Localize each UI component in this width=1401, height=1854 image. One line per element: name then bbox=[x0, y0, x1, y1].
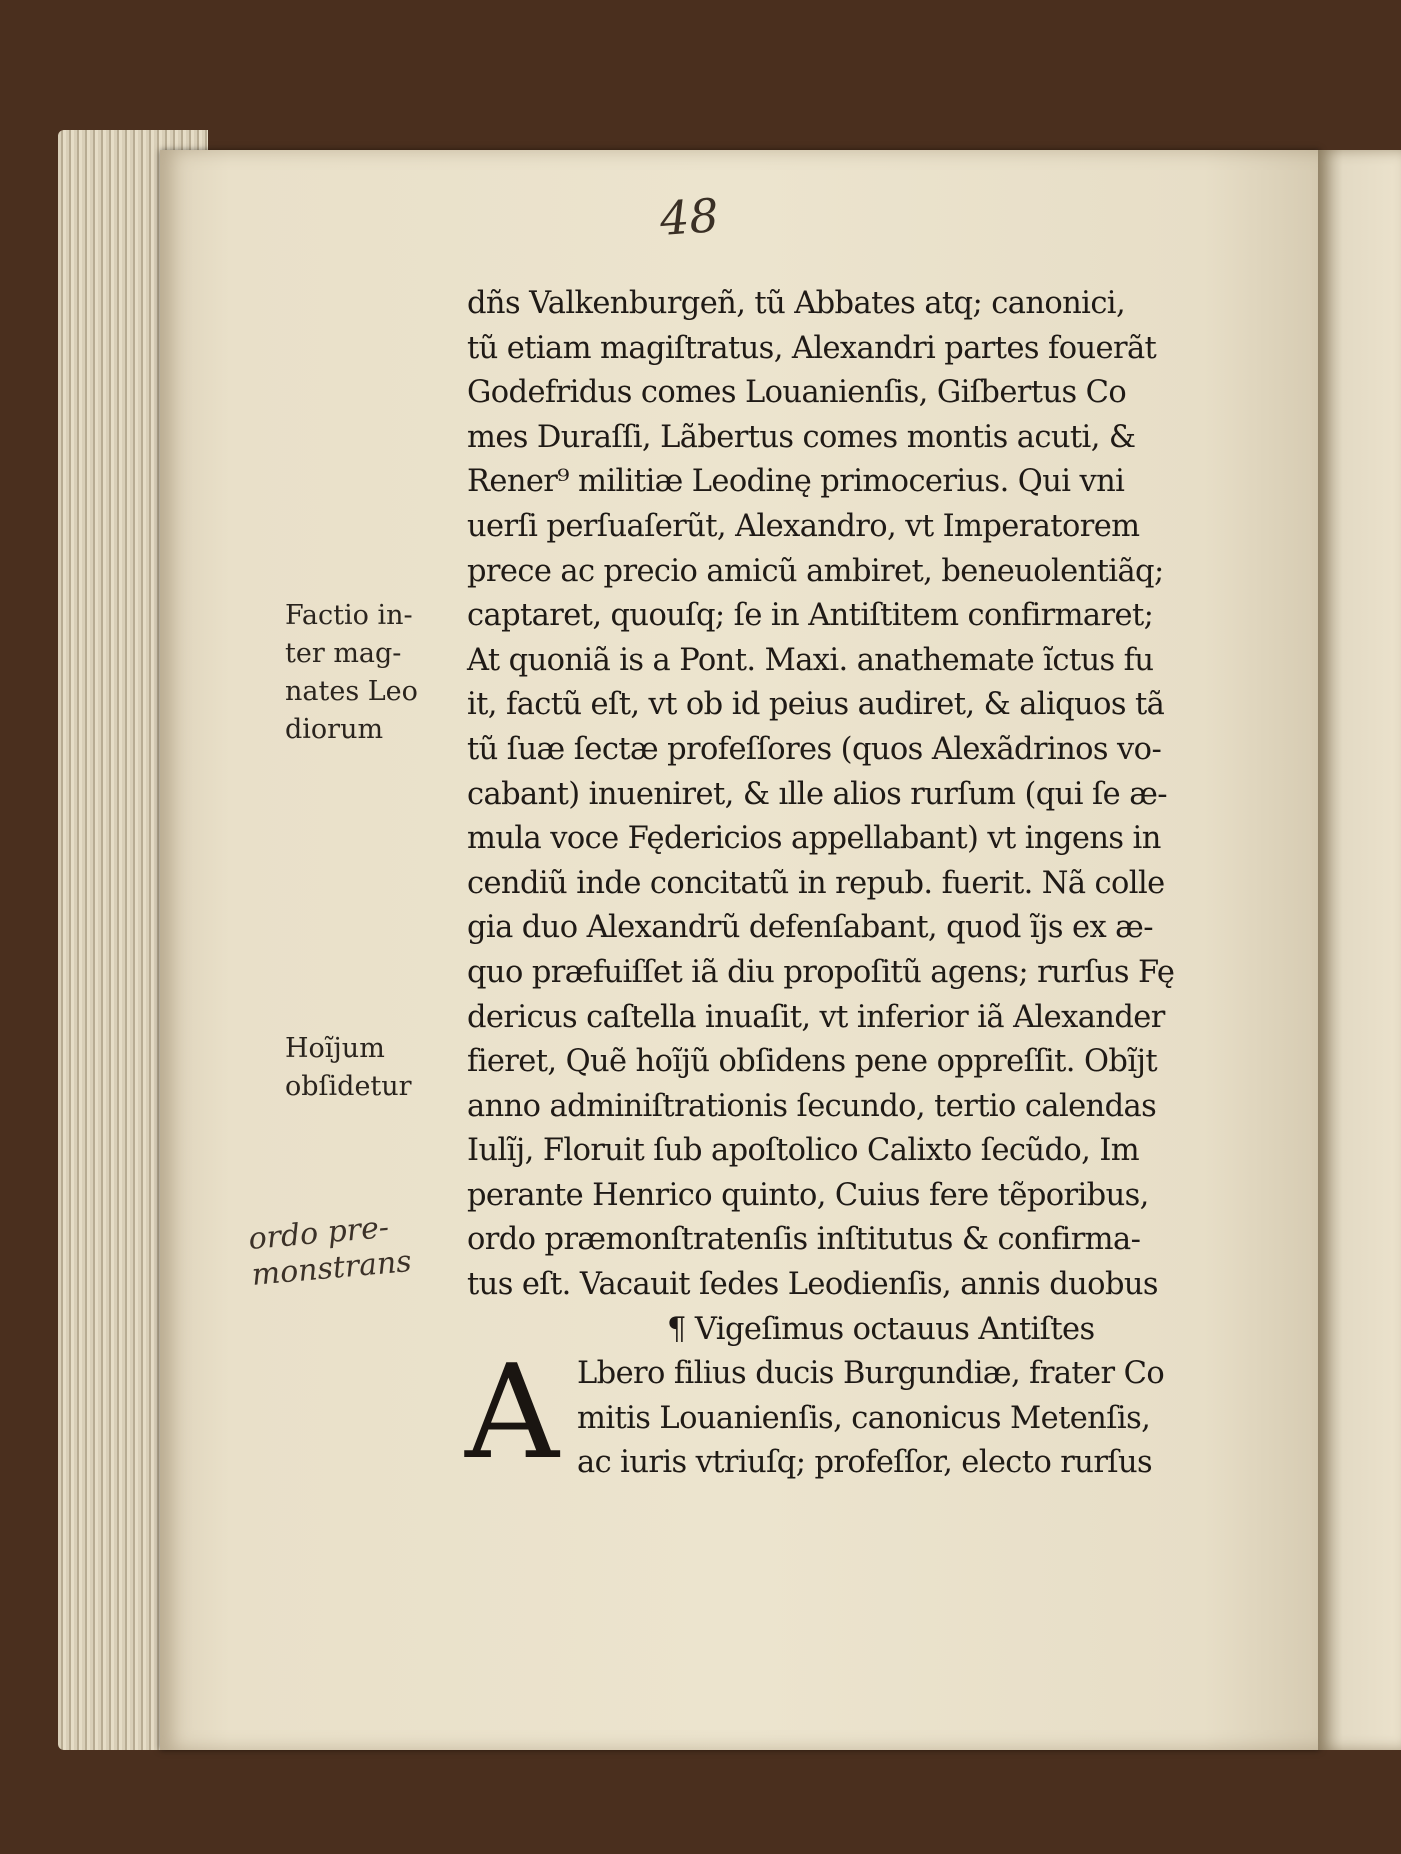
margin-note-factio bbox=[285, 597, 418, 749]
text-line: Godefridus comes Louanienſis, Giſbertus Co bbox=[467, 375, 1127, 411]
text-line: tus eſt. Vacauit ſedes Leodienſis, annis duobus bbox=[467, 1267, 1158, 1303]
facing-page-edge bbox=[1318, 150, 1401, 1750]
margin-note-line: nates Leo bbox=[285, 676, 418, 707]
text-line: mula voce Fędericios appellabant) vt ingens in bbox=[467, 821, 1161, 857]
text-line: cendiũ inde concitatũ in repub. fuerit. Nã colle bbox=[467, 865, 1165, 901]
text-line: ac iuris vtriuſq; profeſſor, electo rurſus bbox=[577, 1445, 1153, 1481]
handwriting-line: ordo pre- bbox=[247, 1209, 391, 1257]
drop-capital: A bbox=[465, 1336, 559, 1489]
text-line: prece ac precio amicũ ambiret, beneuolentiãq; bbox=[467, 553, 1164, 589]
text-line: perante Henrico quinto, Cuius fere tẽporibus, bbox=[467, 1177, 1149, 1213]
margin-note-line: diorum bbox=[285, 714, 384, 745]
text-line: Rener⁹ militiæ Leodinę primocerius. Qui vni bbox=[467, 464, 1125, 500]
text-line: quo præfuiſſet iã diu propoſitũ agens; rurſus Fę bbox=[467, 954, 1175, 990]
text-line: dericus caſtella inuaſit, vt inferior iã Alexander bbox=[467, 999, 1165, 1035]
text-line: ordo præmonſtratenſis inſtitutus & confirma- bbox=[467, 1222, 1141, 1258]
text-line: dñs Valkenburgeñ, tũ Abbates atq; canonici, bbox=[467, 286, 1126, 321]
text-line: gia duo Alexandrũ defenſabant, quod ĩjs ex æ- bbox=[467, 910, 1153, 946]
handwritten-annotation bbox=[247, 1208, 413, 1294]
margin-note-line: ter mag- bbox=[285, 638, 402, 669]
handwriting-line: monstrans bbox=[250, 1244, 413, 1293]
main-text-block bbox=[465, 282, 1267, 1489]
text-line: tũ etiam magiſtratus, Alexandri partes fouerãt bbox=[467, 330, 1157, 366]
margin-note-line: Factio in- bbox=[285, 600, 413, 631]
text-line: it, factũ eſt, vt ob id peius audiret, & aliquos tã bbox=[467, 687, 1165, 723]
folio-number: 48 bbox=[658, 188, 721, 246]
section-heading: ¶ Vigeſimus octauus Antiſtes bbox=[667, 1311, 1095, 1347]
text-line: At quoniã is a Pont. Maxi. anathemate ĩctus fu bbox=[467, 642, 1154, 678]
text-line: mes Duraſſi, Lãbertus comes montis acuti, & bbox=[467, 419, 1136, 455]
text-line: mitis Louanienſis, canonicus Metenſis, bbox=[577, 1400, 1151, 1436]
text-line: anno adminiſtrationis ſecundo, tertio calendas bbox=[467, 1088, 1157, 1124]
text-line: fieret, Quẽ hoĩjũ obſidens pene oppreſſit. Obĩjt bbox=[467, 1044, 1157, 1080]
margin-note-line: obſidetur bbox=[285, 1071, 412, 1102]
text-line: Lbero filius ducis Burgundiæ, frater Co bbox=[577, 1356, 1165, 1392]
margin-note-line: Hoĩjum bbox=[285, 1033, 385, 1064]
text-line: tũ ſuæ ſectæ profeſſores (quos Alexãdrinos vo- bbox=[467, 731, 1162, 767]
dropcap-paragraph bbox=[465, 1336, 1267, 1489]
text-line: Iulĩj, Floruit ſub apoſtolico Calixto ſecũdo, Im bbox=[467, 1133, 1140, 1169]
text-line: uerſi perſuaſerũt, Alexandro, vt Imperatorem bbox=[467, 508, 1140, 544]
margin-note-hoium bbox=[285, 1030, 412, 1106]
text-line: cabant) inueniret, & ılle alios rurſum (qui ſe æ- bbox=[467, 776, 1167, 812]
text-line: captaret, quouſq; ſe in Antiſtitem confirmaret; bbox=[467, 598, 1154, 634]
